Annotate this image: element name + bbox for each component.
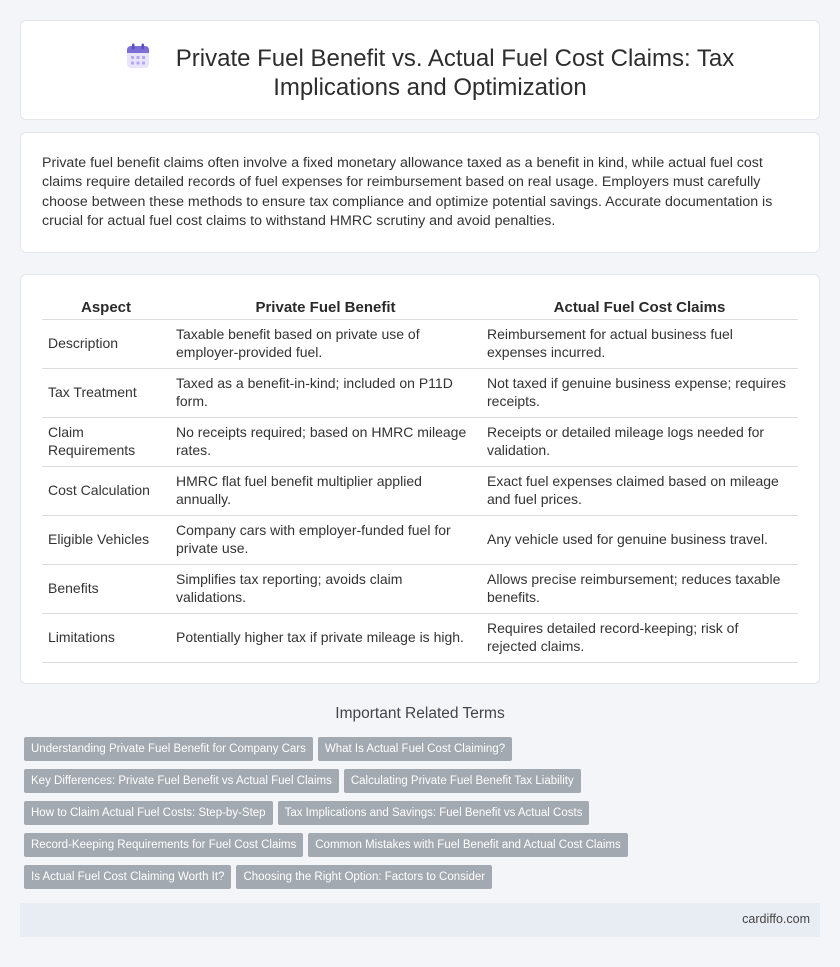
header-private-fuel-benefit: Private Fuel Benefit bbox=[170, 297, 481, 319]
table-header-row bbox=[42, 297, 798, 319]
header-aspect: Aspect bbox=[42, 297, 170, 319]
cell-private: No receipts required; based on HMRC mileage rates. bbox=[170, 417, 481, 466]
related-term-tag[interactable]: Is Actual Fuel Cost Claiming Worth It? bbox=[24, 865, 231, 889]
comparison-table bbox=[42, 297, 798, 663]
tag-row bbox=[24, 865, 804, 897]
related-term-tag[interactable]: How to Claim Actual Fuel Costs: Step-by-Step bbox=[24, 801, 273, 825]
cell-aspect: Benefits bbox=[42, 564, 170, 613]
calendar-icon bbox=[126, 43, 150, 69]
cell-actual: Any vehicle used for genuine business travel. bbox=[481, 515, 798, 564]
tag-row bbox=[24, 833, 804, 865]
cell-aspect: Eligible Vehicles bbox=[42, 515, 170, 564]
related-term-tag[interactable]: Calculating Private Fuel Benefit Tax Liability bbox=[344, 769, 581, 793]
table-row bbox=[42, 564, 798, 613]
related-term-tag[interactable]: Record-Keeping Requirements for Fuel Cost Claims bbox=[24, 833, 303, 857]
intro-paragraph: Private fuel benefit claims often involve a fixed monetary allowance taxed as a benefit in kind, while actual fuel cost claims require detailed records of fuel expenses for reimbursement based on real usage. Employers must carefully choose between these methods to ensure tax compliance and optimize potential savings. Accurate documentation is crucial for actual fuel cost claims to withstand HMRC scrutiny and avoid penalties. bbox=[42, 155, 773, 229]
related-term-tag[interactable]: Tax Implications and Savings: Fuel Benefit vs Actual Costs bbox=[278, 801, 590, 825]
cell-private: Taxable benefit based on private use of employer-provided fuel. bbox=[170, 319, 481, 368]
cell-private: HMRC flat fuel benefit multiplier applied annually. bbox=[170, 466, 481, 515]
cell-actual: Exact fuel expenses claimed based on mileage and fuel prices. bbox=[481, 466, 798, 515]
cell-aspect: Tax Treatment bbox=[42, 368, 170, 417]
cell-actual: Receipts or detailed mileage logs needed for validation. bbox=[481, 417, 798, 466]
related-terms-list bbox=[24, 737, 804, 897]
cell-actual: Not taxed if genuine business expense; requires receipts. bbox=[481, 368, 798, 417]
tag-row bbox=[24, 801, 804, 833]
tag-row bbox=[24, 737, 804, 769]
cell-private: Simplifies tax reporting; avoids claim validations. bbox=[170, 564, 481, 613]
table-row bbox=[42, 319, 798, 368]
cell-actual: Requires detailed record-keeping; risk of rejected claims. bbox=[481, 613, 798, 662]
cell-private: Taxed as a benefit-in-kind; included on P11D form. bbox=[170, 368, 481, 417]
header-card bbox=[20, 20, 820, 120]
table-row bbox=[42, 417, 798, 466]
related-term-tag[interactable]: Understanding Private Fuel Benefit for Company Cars bbox=[24, 737, 313, 761]
cell-private: Company cars with employer-funded fuel for private use. bbox=[170, 515, 481, 564]
related-terms-title: Important Related Terms bbox=[335, 705, 505, 722]
footer-bar bbox=[20, 903, 820, 937]
cell-private: Potentially higher tax if private mileage is high. bbox=[170, 613, 481, 662]
page-title bbox=[61, 43, 799, 102]
footer-site-link[interactable]: cardiffo.com bbox=[742, 912, 810, 926]
related-term-tag[interactable]: What Is Actual Fuel Cost Claiming? bbox=[318, 737, 512, 761]
intro-card bbox=[20, 132, 820, 253]
cell-aspect: Description bbox=[42, 319, 170, 368]
cell-aspect: Claim Requirements bbox=[42, 417, 170, 466]
page-title-text: Private Fuel Benefit vs. Actual Fuel Cost Claims: Tax Implications and Optimization bbox=[175, 45, 735, 101]
related-term-tag[interactable]: Key Differences: Private Fuel Benefit vs Actual Fuel Claims bbox=[24, 769, 339, 793]
table-row bbox=[42, 613, 798, 662]
header-actual-fuel-cost-claims: Actual Fuel Cost Claims bbox=[481, 297, 798, 319]
title-wrap bbox=[61, 43, 799, 102]
table-row bbox=[42, 466, 798, 515]
cell-actual: Reimbursement for actual business fuel expenses incurred. bbox=[481, 319, 798, 368]
cell-aspect: Cost Calculation bbox=[42, 466, 170, 515]
cell-actual: Allows precise reimbursement; reduces taxable benefits. bbox=[481, 564, 798, 613]
related-term-tag[interactable]: Choosing the Right Option: Factors to Consider bbox=[236, 865, 492, 889]
cell-aspect: Limitations bbox=[42, 613, 170, 662]
comparison-card bbox=[20, 274, 820, 684]
table-row bbox=[42, 368, 798, 417]
table-row bbox=[42, 515, 798, 564]
tag-row bbox=[24, 769, 804, 801]
related-term-tag[interactable]: Common Mistakes with Fuel Benefit and Actual Cost Claims bbox=[308, 833, 628, 857]
